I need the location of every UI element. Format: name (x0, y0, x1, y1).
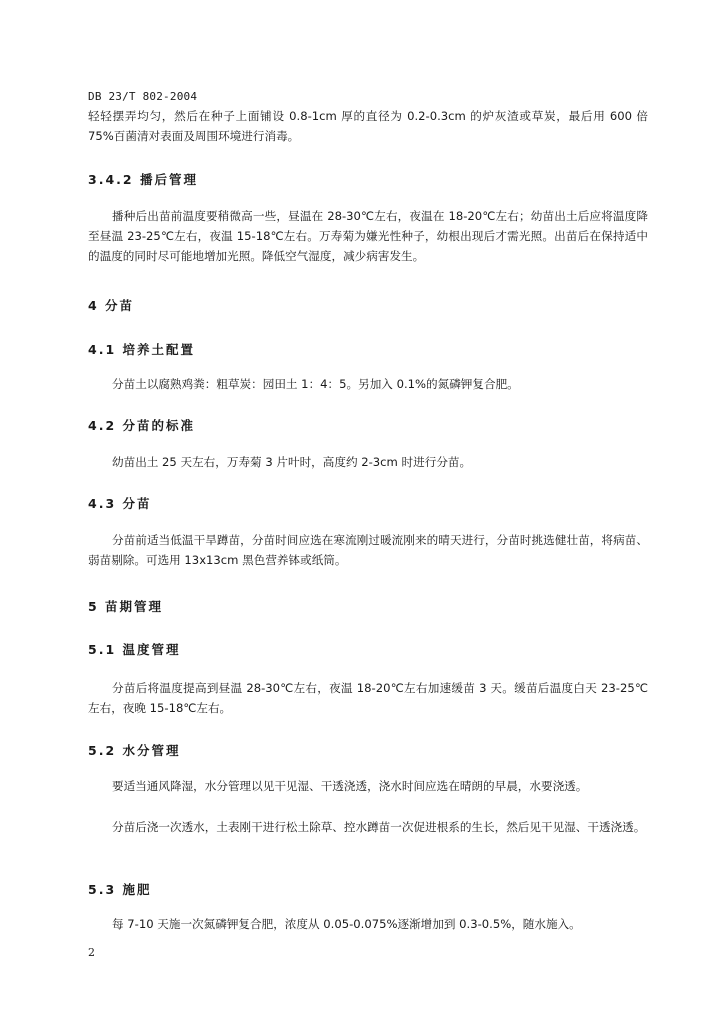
section-5-2-paragraph-2: 分苗后浇一次透水，土表刚干进行松土除草、控水蹲苗一次促进根系的生长，然后见干见湿、干透浇透。 (112, 820, 646, 834)
section-4-2-paragraph: 幼苗出土 25 天左右，万寿菊 3 片叶时，高度约 2-3cm 时进行分苗。 (112, 455, 472, 469)
section-heading-5: 5 苗期管理 (88, 599, 164, 614)
section-heading-4: 4 分苗 (88, 298, 135, 313)
section-3-4-2-paragraph: 播种后出苗前温度要稍微高一些，昼温在 28-30℃左右，夜温在 18-20℃左右；幼苗出土后应将温度降至昼温 23-25℃左右，夜温 15-18℃左右。万寿菊为嫌光性种子，幼根出现后才需光照。出苗后在保持适中的温度的同时尽可能地增加光照。降低空气湿度，减少病害发生。 (88, 209, 648, 263)
section-5-3-paragraph: 每 7-10 天施一次氮磷钾复合肥，浓度从 0.05-0.075%逐渐增加到 0.3-0.5%，随水施入。 (112, 917, 581, 931)
section-4-3-paragraph: 分苗前适当低温干旱蹲苗，分苗时间应选在寒流刚过暖流刚来的晴天进行，分苗时挑选健壮苗，将病苗、弱苗剔除。可选用 13x13cm 黑色营养钵或纸筒。 (88, 533, 648, 567)
section-5-1-paragraph: 分苗后将温度提高到昼温 28-30℃左右，夜温 18-20℃左右加速缓苗 3 天。缓苗后温度白天 23-25℃左右，夜晚 15-18℃左右。 (88, 681, 648, 715)
document-id: DB 23/T 802-2004 (88, 90, 198, 103)
section-heading-5-1: 5.1 温度管理 (88, 642, 181, 657)
section-4-1-paragraph: 分苗土以腐熟鸡粪：粗草炭：园田土 1：4：5。另加入 0.1%的氮磷钾复合肥。 (112, 377, 519, 391)
section-heading-4-1: 4.1 培养土配置 (88, 342, 195, 357)
section-heading-4-2: 4.2 分苗的标准 (88, 418, 195, 433)
section-5-2-paragraph-1: 要适当通风降湿，水分管理以见干见湿、干透浇透，浇水时间应选在晴朗的早晨，水要浇透。 (112, 779, 588, 793)
section-heading-5-2: 5.2 水分管理 (88, 743, 181, 758)
section-heading-5-3: 5.3 施肥 (88, 882, 152, 897)
intro-paragraph: 轻轻摆弄均匀，然后在种子上面铺设 0.8-1cm 厚的直径为 0.2-0.3cm 的炉灰渣或草炭，最后用 600 倍 75%百菌清对表面及周围环境进行消毒。 (88, 109, 648, 143)
section-heading-4-3: 4.3 分苗 (88, 496, 152, 511)
page-number: 2 (88, 946, 95, 959)
section-heading-3-4-2: 3.4.2 播后管理 (88, 172, 198, 187)
